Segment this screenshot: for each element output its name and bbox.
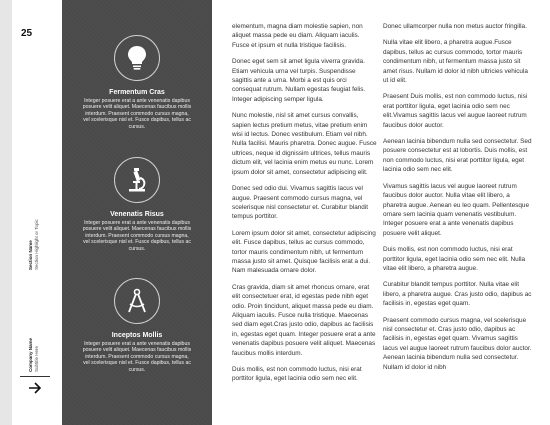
feature-title: Fermentum Cras (109, 89, 165, 96)
feature-fermentum (62, 35, 212, 130)
paragraph: Aenean lacinia bibendum nulla sed consectetur. Sed posuere consectetur est at lobortis. Duis mollis, est non commodo luctus, nisi erat porttitor ligula, eget lacinia odio sem nec elit. (383, 138, 532, 174)
paragraph: Vivamus sagittis lacus vel augue laoreet rutrum faucibus dolor auctor. Nulla vitae elit libero, a pharetra augue. Aenean eu leo quam. Pellentesque ornare sem lacinia quam venenatis vestibulum. Integer posuere erat a ante venenatis dapibus posuere velit aliquet. (383, 182, 530, 237)
paragraph: Nunc molestie, nisl sit amet cursus convallis, sapien lectus pretium metus, vitae pretium enim wisi id lectus. Donec vestibulum. Etiam vel nibh. Nulla facilisi. Mauris pharetra. Donec augue. Fusce ultrices, neque id dignissim ultrices, tellus mauris dictum elit, vel lacinia enim metus eu nunc. Lorem ipsum dolor sit amet, consectetur adipiscing elit. (232, 112, 377, 176)
next-page-arrow-icon[interactable] (28, 382, 42, 397)
lightbulb-icon (114, 35, 160, 81)
feature-description: Integer posuere erat a ante venenatis dapibus posuere velit aliquet. Maecenas faucibus mollis interdum. Praesent commodo cursus magna, vel scelerisque nisl et. Fusce dapibus, tellus ac cursus. (82, 98, 192, 130)
paragraph: Cras gravida, diam sit amet rhoncus ornare, erat elit consectetuer erat, id egestas pede nibh eget odio. Proin tincidunt, aliquet massa pede eu diam. Aliquam iaculis. Fusce nulla tristique. Maecenas sed diam eget.Cras justo odio, dapibus ac facilisis in, egestas eget quam. Integer posuere erat a ante venenatis dapibus posuere velit aliquet. Maecenas faucibus mollis interdum. (232, 283, 376, 357)
paragraph: Donec ullamcorper nulla non metus auctor fringilla. (383, 23, 527, 30)
company-label (28, 232, 39, 372)
paragraph: Duis mollis, est non commodo luctus, nisi erat porttitor ligula, eget lacinia odio sem nec elit. Nulla vitae elit libero, a pharetra augue. (383, 246, 526, 272)
feature-venenatis (62, 157, 212, 252)
page-number: 25 (21, 28, 33, 39)
arrow-divider (20, 376, 50, 377)
paragraph: Praesent Duis mollis, est non commodo luctus, nisi erat porttitor ligula, eget lacinia odio sem nec elit.Vivamus sagittis lacus vel augue laoreet rutrum faucibus dolor auctor. (383, 93, 528, 129)
left-edge-strip (0, 0, 12, 425)
compass-icon (114, 278, 160, 324)
feature-inceptos (62, 278, 212, 373)
feature-title: Venenatis Risus (110, 211, 164, 218)
paragraph: Nulla vitae elit libero, a pharetra augue.Fusce dapibus, tellus ac cursus commodo, tortor mauris condimentum nibh, ut fermentum massa justo sit amet risus. Nullam id dolor id nibh ultricies vehicula ut id elit. (383, 39, 528, 85)
paragraph: Donec sed odio dui. Vivamus sagittis lacus vel augue. Praesent commodo cursus magna, vel scelerisque nisl consectetur et. Curabitur blandit tempus porttitor. (232, 185, 369, 221)
feature-description: Integer posuere erat a ante venenatis dapibus posuere velit aliquet. Maecenas faucibus mollis interdum. Praesent commodo cursus magna, vel scelerisque nisl et. Fusce dapibus, tellus ac cursus. (82, 220, 192, 252)
paragraph: Duis mollis, est non commodo luctus, nisi erat porttitor ligula, eget lacinia odio sem nec elit. (232, 366, 362, 383)
paragraph: Donec eget sem sit amet ligula viverra gravida. Etiam vehicula urna vel turpis. Suspendisse sagittis ante a urna. Morbi a est quis orci consequat rutrum. Nullam egestas feugiat felis. Integer adipiscing semper ligula. (232, 58, 366, 103)
section-subtitle: Section Highlight or Topic (33, 219, 39, 270)
feature-description: Integer posuere erat a ante venenatis dapibus posuere velit aliquet. Maecenas faucibus mollis interdum. Praesent commodo cursus magna, vel scelerisque nisl et. Fusce dapibus, tellus ac cursus. (82, 341, 192, 373)
text-column-1 (232, 22, 377, 391)
feature-title: Inceptos Mollis (111, 332, 163, 339)
paragraph: Lorem ipsum dolor sit amet, consectetur adipiscing elit. Fusce dapibus, tellus ac cursus commodo, tortor mauris condimentum nibh, ut fermentum massa justo sit amet. Quisque facilisis erat a dui. Nam malesuada ornare dolor. (232, 229, 376, 275)
company-subtitle: Subtitle Here (33, 345, 39, 372)
company-name: Company Name (28, 337, 33, 372)
text-column-2 (383, 22, 533, 379)
section-name: Section Name (28, 240, 33, 270)
microscope-icon (114, 157, 160, 203)
paragraph: Curabitur blandit tempus porttitor. Nulla vitae elit libero, a pharetra augue. Cras justo odio, dapibus ac facilisis in, egestas eget quam. (383, 281, 532, 308)
paragraph: elementum, magna diam molestie sapien, non aliquet massa pede eu diam. Aliquam iaculis. Fusce et ipsum et nulla tristique facilisis. (232, 23, 363, 49)
paragraph: Praesent commodo cursus magna, vel scelerisque nisl consectetur et. Cras justo odio, dapibus ac facilisis in, egestas eget quam. Vivamus sagittis lacus vel augue laoreet rutrum faucibus dolor auctor. Aenean lacinia bibendum nulla sed consectetur. Nullam id dolor id nibh (383, 316, 532, 371)
